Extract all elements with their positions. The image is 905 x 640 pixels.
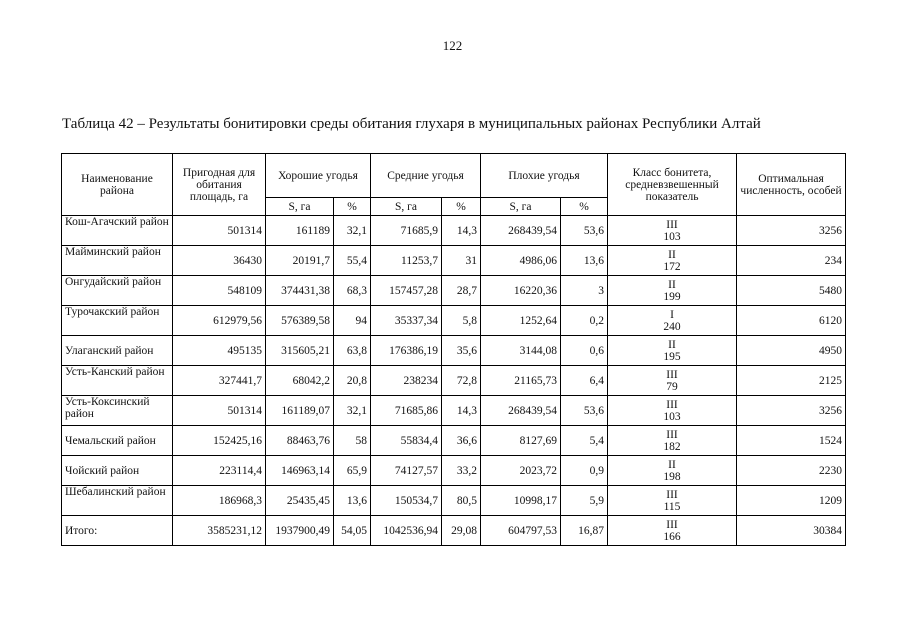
mid-area-cell: 11253,7 (371, 246, 442, 276)
header-bad: Плохие угодья (481, 154, 608, 198)
mid-pct-cell: 14,3 (442, 216, 481, 246)
class-cell (608, 276, 737, 306)
mid-area-cell: 150534,7 (371, 486, 442, 516)
bad-area-cell: 16220,36 (481, 276, 561, 306)
mid-area-cell: 55834,4 (371, 426, 442, 456)
mid-area-cell: 71685,9 (371, 216, 442, 246)
bad-pct-cell: 16,87 (561, 516, 608, 546)
mid-pct-cell: 80,5 (442, 486, 481, 516)
bad-area-cell: 3144,08 (481, 336, 561, 366)
bad-area-cell: 268439,54 (481, 216, 561, 246)
good-pct-cell: 32,1 (334, 396, 371, 426)
area-cell: 548109 (173, 276, 266, 306)
class-weighted-value: 198 (663, 470, 681, 483)
area-cell: 612979,56 (173, 306, 266, 336)
good-area-cell: 1937900,49 (266, 516, 334, 546)
header-area: Пригодная для обитания площадь, га (173, 154, 266, 216)
bad-area-cell: 4986,06 (481, 246, 561, 276)
district-name-cell: Чемальский район (62, 426, 173, 456)
area-cell: 223114,4 (173, 456, 266, 486)
header-class: Класс бонитета, средневзвешенный показатель (608, 154, 737, 216)
bad-area-cell: 1252,64 (481, 306, 561, 336)
mid-pct-cell: 29,08 (442, 516, 481, 546)
class-cell (608, 216, 737, 246)
bad-area-cell: 268439,54 (481, 396, 561, 426)
class-roman: II (668, 338, 676, 351)
optimal-number-cell: 234 (737, 246, 846, 276)
class-roman: II (668, 278, 676, 291)
good-pct-cell: 20,8 (334, 366, 371, 396)
area-cell: 495135 (173, 336, 266, 366)
good-pct-cell: 13,6 (334, 486, 371, 516)
district-name-cell: Улаганский район (62, 336, 173, 366)
bad-pct-cell: 5,9 (561, 486, 608, 516)
class-weighted-value: 172 (663, 260, 681, 273)
good-area-cell: 161189 (266, 216, 334, 246)
optimal-number-cell: 5480 (737, 276, 846, 306)
optimal-number-cell: 1524 (737, 426, 846, 456)
bad-pct-cell: 6,4 (561, 366, 608, 396)
class-cell (608, 516, 737, 546)
good-pct-cell: 32,1 (334, 216, 371, 246)
good-area-cell: 315605,21 (266, 336, 334, 366)
area-cell: 152425,16 (173, 426, 266, 456)
class-roman: III (666, 518, 678, 531)
header-bad-pct: % (561, 198, 608, 216)
bad-area-cell: 8127,69 (481, 426, 561, 456)
area-cell: 186968,3 (173, 486, 266, 516)
district-name-cell: Майминский район (62, 246, 173, 276)
class-cell (608, 426, 737, 456)
table-row (62, 396, 846, 426)
bad-pct-cell: 13,6 (561, 246, 608, 276)
header-mid: Средние угодья (371, 154, 481, 198)
mid-area-cell: 157457,28 (371, 276, 442, 306)
table-row (62, 336, 846, 366)
class-cell (608, 246, 737, 276)
bad-area-cell: 10998,17 (481, 486, 561, 516)
mid-area-cell: 238234 (371, 366, 442, 396)
table-row (62, 276, 846, 306)
mid-area-cell: 1042536,94 (371, 516, 442, 546)
class-weighted-value: 195 (663, 350, 681, 363)
good-pct-cell: 68,3 (334, 276, 371, 306)
optimal-number-cell: 30384 (737, 516, 846, 546)
class-cell (608, 366, 737, 396)
header-good-pct: % (334, 198, 371, 216)
mid-area-cell: 176386,19 (371, 336, 442, 366)
table-row (62, 366, 846, 396)
area-cell: 36430 (173, 246, 266, 276)
class-roman: I (670, 308, 674, 321)
district-name-cell: Итого: (62, 516, 173, 546)
good-area-cell: 68042,2 (266, 366, 334, 396)
bad-area-cell: 604797,53 (481, 516, 561, 546)
class-weighted-value: 79 (666, 380, 678, 393)
bad-pct-cell: 3 (561, 276, 608, 306)
district-name-cell: Турочакский район (62, 306, 173, 336)
good-pct-cell: 55,4 (334, 246, 371, 276)
table-row (62, 426, 846, 456)
optimal-number-cell: 1209 (737, 486, 846, 516)
bad-pct-cell: 53,6 (561, 216, 608, 246)
area-cell: 501314 (173, 216, 266, 246)
class-roman: III (666, 218, 678, 231)
optimal-number-cell: 6120 (737, 306, 846, 336)
header-good-s: S, га (266, 198, 334, 216)
district-name-cell: Онгудайский район (62, 276, 173, 306)
class-weighted-value: 103 (663, 410, 681, 423)
table-body (62, 216, 846, 546)
table-row (62, 486, 846, 516)
class-roman: III (666, 398, 678, 411)
optimal-number-cell: 2230 (737, 456, 846, 486)
bad-pct-cell: 0,9 (561, 456, 608, 486)
mid-area-cell: 35337,34 (371, 306, 442, 336)
optimal-number-cell: 4950 (737, 336, 846, 366)
header-name: Наименование района (62, 154, 173, 216)
optimal-number-cell: 3256 (737, 396, 846, 426)
class-roman: III (666, 488, 678, 501)
bad-area-cell: 21165,73 (481, 366, 561, 396)
area-cell: 327441,7 (173, 366, 266, 396)
header-mid-s: S, га (371, 198, 442, 216)
class-weighted-value: 166 (663, 530, 681, 543)
class-weighted-value: 182 (663, 440, 681, 453)
class-roman: III (666, 368, 678, 381)
mid-area-cell: 71685,86 (371, 396, 442, 426)
area-cell: 3585231,12 (173, 516, 266, 546)
class-weighted-value: 103 (663, 230, 681, 243)
district-name-cell: Усть-Канский район (62, 366, 173, 396)
good-pct-cell: 65,9 (334, 456, 371, 486)
district-name-cell: Кош-Агачский район (62, 216, 173, 246)
good-area-cell: 576389,58 (266, 306, 334, 336)
class-cell (608, 456, 737, 486)
header-bad-s: S, га (481, 198, 561, 216)
header-good: Хорошие угодья (266, 154, 371, 198)
class-weighted-value: 240 (663, 320, 681, 333)
good-area-cell: 20191,7 (266, 246, 334, 276)
mid-area-cell: 74127,57 (371, 456, 442, 486)
class-roman: III (666, 428, 678, 441)
good-pct-cell: 54,05 (334, 516, 371, 546)
bad-pct-cell: 0,2 (561, 306, 608, 336)
table-row (62, 216, 846, 246)
table-caption: Таблица 42 – Результаты бонитировки среды обитания глухаря в муниципальных районах Республики Алтай (62, 116, 761, 132)
good-pct-cell: 94 (334, 306, 371, 336)
page-number: 122 (442, 38, 463, 53)
table-row (62, 306, 846, 336)
good-area-cell: 374431,38 (266, 276, 334, 306)
habitat-table (61, 153, 846, 546)
good-area-cell: 146963,14 (266, 456, 334, 486)
district-name-cell: Усть-Коксинский район (62, 396, 173, 426)
table-row (62, 456, 846, 486)
header-mid-pct: % (442, 198, 481, 216)
class-roman: II (668, 458, 676, 471)
mid-pct-cell: 28,7 (442, 276, 481, 306)
good-area-cell: 161189,07 (266, 396, 334, 426)
class-cell (608, 486, 737, 516)
class-weighted-value: 115 (663, 500, 681, 513)
district-name-cell: Чойский район (62, 456, 173, 486)
mid-pct-cell: 36,6 (442, 426, 481, 456)
table-row (62, 516, 846, 546)
district-name-cell: Шебалинский район (62, 486, 173, 516)
class-roman: II (668, 248, 676, 261)
mid-pct-cell: 31 (442, 246, 481, 276)
mid-pct-cell: 35,6 (442, 336, 481, 366)
mid-pct-cell: 14,3 (442, 396, 481, 426)
bad-pct-cell: 0,6 (561, 336, 608, 366)
mid-pct-cell: 33,2 (442, 456, 481, 486)
mid-pct-cell: 5,8 (442, 306, 481, 336)
good-pct-cell: 63,8 (334, 336, 371, 366)
class-cell (608, 396, 737, 426)
class-weighted-value: 199 (663, 290, 681, 303)
class-cell (608, 336, 737, 366)
table-row (62, 246, 846, 276)
area-cell: 501314 (173, 396, 266, 426)
good-pct-cell: 58 (334, 426, 371, 456)
optimal-number-cell: 2125 (737, 366, 846, 396)
header-optimal: Оптимальная численность, особей (737, 154, 846, 216)
good-area-cell: 88463,76 (266, 426, 334, 456)
mid-pct-cell: 72,8 (442, 366, 481, 396)
bad-area-cell: 2023,72 (481, 456, 561, 486)
class-cell (608, 306, 737, 336)
optimal-number-cell: 3256 (737, 216, 846, 246)
good-area-cell: 25435,45 (266, 486, 334, 516)
bad-pct-cell: 53,6 (561, 396, 608, 426)
bad-pct-cell: 5,4 (561, 426, 608, 456)
